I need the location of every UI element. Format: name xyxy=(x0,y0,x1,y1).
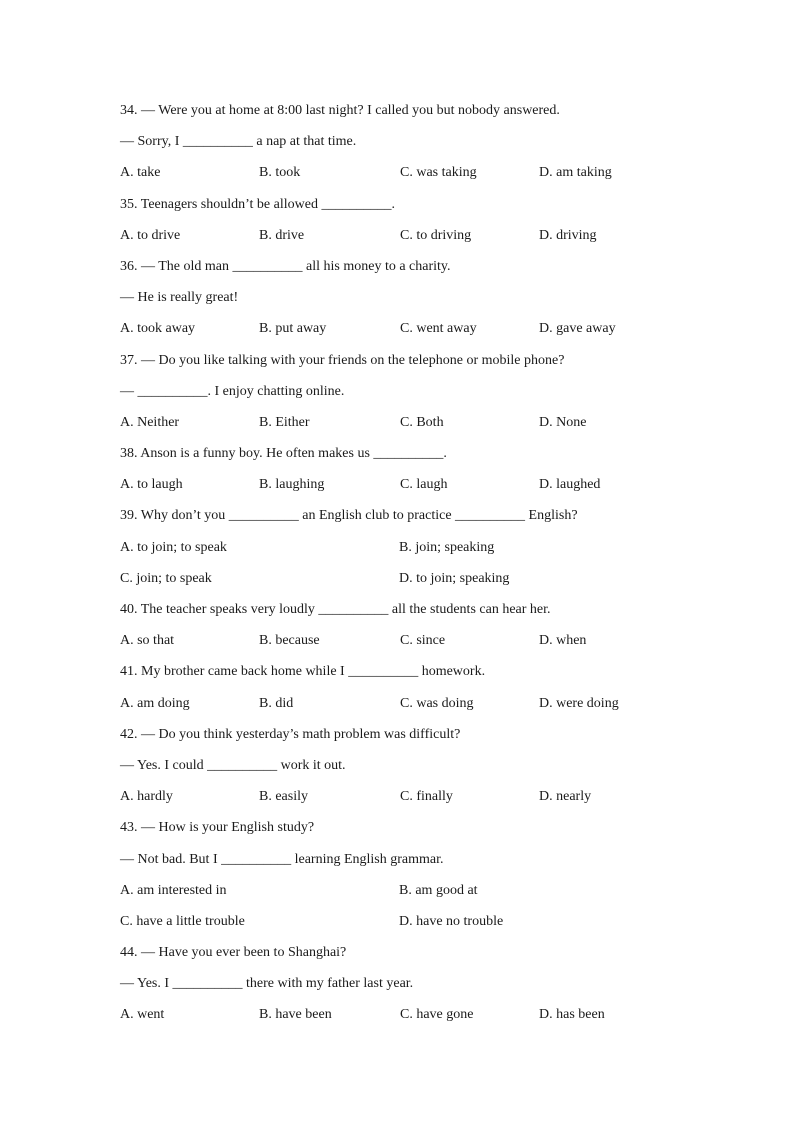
answer-option: A. am interested in xyxy=(120,882,227,898)
question-stem: 40. The teacher speaks very loudly __________ all the students can hear her. xyxy=(120,602,551,617)
options-row xyxy=(120,475,680,506)
question-block xyxy=(120,818,680,943)
options-row xyxy=(120,538,680,569)
options-row xyxy=(120,319,680,350)
answer-option: A. am doing xyxy=(120,695,190,711)
answer-option: C. was taking xyxy=(400,165,477,181)
options-row xyxy=(120,694,680,725)
question-stem: 35. Teenagers shouldn’t be allowed __________. xyxy=(120,196,395,212)
question-stem: 43. — How is your English study? xyxy=(120,820,315,836)
answer-option: A. to laugh xyxy=(120,477,183,493)
answer-option: A. to join; to speak xyxy=(120,539,227,555)
question-block xyxy=(120,662,680,724)
answer-option: B. Either xyxy=(259,414,310,430)
options-row xyxy=(120,163,680,194)
answer-option: C. to driving xyxy=(400,227,472,243)
answer-option: D. were doing xyxy=(539,695,619,711)
answer-option: B. am good at xyxy=(399,882,478,898)
answer-option: D. when xyxy=(539,633,587,649)
question-block xyxy=(120,257,680,351)
answer-option: D. have no trouble xyxy=(399,913,504,929)
question-stem: 42. — Do you think yesterday’s math problem was difficult? xyxy=(120,726,461,742)
answer-option: D. nearly xyxy=(539,789,592,805)
answer-option: A. to drive xyxy=(120,227,181,243)
answer-option: D. to join; speaking xyxy=(399,570,510,586)
answer-option: B. put away xyxy=(259,321,327,337)
answer-option: B. did xyxy=(259,695,294,711)
answer-option: B. easily xyxy=(259,789,308,805)
answer-option: D. None xyxy=(539,414,587,430)
question-dialogue-line: — Yes. I __________ there with my father last year. xyxy=(120,976,414,992)
question-block xyxy=(120,943,680,1037)
answer-option: A. took away xyxy=(120,321,196,337)
exam-page xyxy=(120,101,680,1037)
question-stem: 38. Anson is a funny boy. He often makes us __________. xyxy=(120,446,447,462)
answer-option: B. laughing xyxy=(259,477,325,493)
question-block xyxy=(120,444,680,506)
question-block xyxy=(120,351,680,445)
question-dialogue-line: — Sorry, I __________ a nap at that time. xyxy=(120,134,357,150)
question-stem: 34. — Were you at home at 8:00 last night? I called you but nobody answered. xyxy=(120,103,560,118)
answer-option: A. went xyxy=(120,1007,165,1023)
question-stem: 39. Why don’t you __________ an English club to practice __________ English? xyxy=(120,508,578,524)
answer-option: D. laughed xyxy=(539,477,601,493)
options-row xyxy=(120,413,680,444)
answer-option: D. driving xyxy=(539,227,597,243)
question-stem: 41. My brother came back home while I __________ homework. xyxy=(120,664,486,680)
answer-option: B. have been xyxy=(259,1007,332,1023)
answer-option: D. has been xyxy=(539,1007,605,1023)
options-row xyxy=(120,881,680,912)
answer-option: A. hardly xyxy=(120,789,173,805)
question-block xyxy=(120,725,680,819)
answer-option: C. laugh xyxy=(400,477,448,493)
answer-option: C. join; to speak xyxy=(120,570,212,586)
answer-option: B. drive xyxy=(259,227,305,243)
question-stem: 37. — Do you like talking with your friends on the telephone or mobile phone? xyxy=(120,352,565,368)
question-block xyxy=(120,600,680,662)
answer-option: C. have a little trouble xyxy=(120,913,245,929)
question-block xyxy=(120,195,680,257)
options-row xyxy=(120,1005,680,1036)
answer-option: B. join; speaking xyxy=(399,539,495,555)
answer-option: B. because xyxy=(259,633,320,649)
answer-option: C. went away xyxy=(400,321,477,337)
answer-option: A. Neither xyxy=(120,414,180,430)
answer-option: B. took xyxy=(259,165,301,181)
options-row xyxy=(120,569,680,600)
options-row xyxy=(120,226,680,257)
answer-option: A. so that xyxy=(120,633,175,649)
options-row xyxy=(120,787,680,818)
answer-option: A. take xyxy=(120,165,161,181)
options-row xyxy=(120,631,680,662)
answer-option: D. gave away xyxy=(539,321,616,337)
question-dialogue-line: — __________. I enjoy chatting online. xyxy=(120,383,345,399)
answer-option: C. Both xyxy=(400,414,444,430)
question-stem: 44. — Have you ever been to Shanghai? xyxy=(120,945,347,961)
options-row xyxy=(120,912,680,943)
question-block xyxy=(120,101,680,195)
question-dialogue-line: — Not bad. But I __________ learning English grammar. xyxy=(120,851,444,867)
answer-option: C. since xyxy=(400,633,446,649)
question-block xyxy=(120,506,680,600)
question-stem: 36. — The old man __________ all his money to a charity. xyxy=(120,258,451,274)
question-dialogue-line: — He is really great! xyxy=(120,290,239,306)
answer-option: D. am taking xyxy=(539,165,612,181)
question-dialogue-line: — Yes. I could __________ work it out. xyxy=(120,757,346,773)
answer-option: C. finally xyxy=(400,789,453,805)
answer-option: C. have gone xyxy=(400,1007,474,1023)
answer-option: C. was doing xyxy=(400,695,474,711)
